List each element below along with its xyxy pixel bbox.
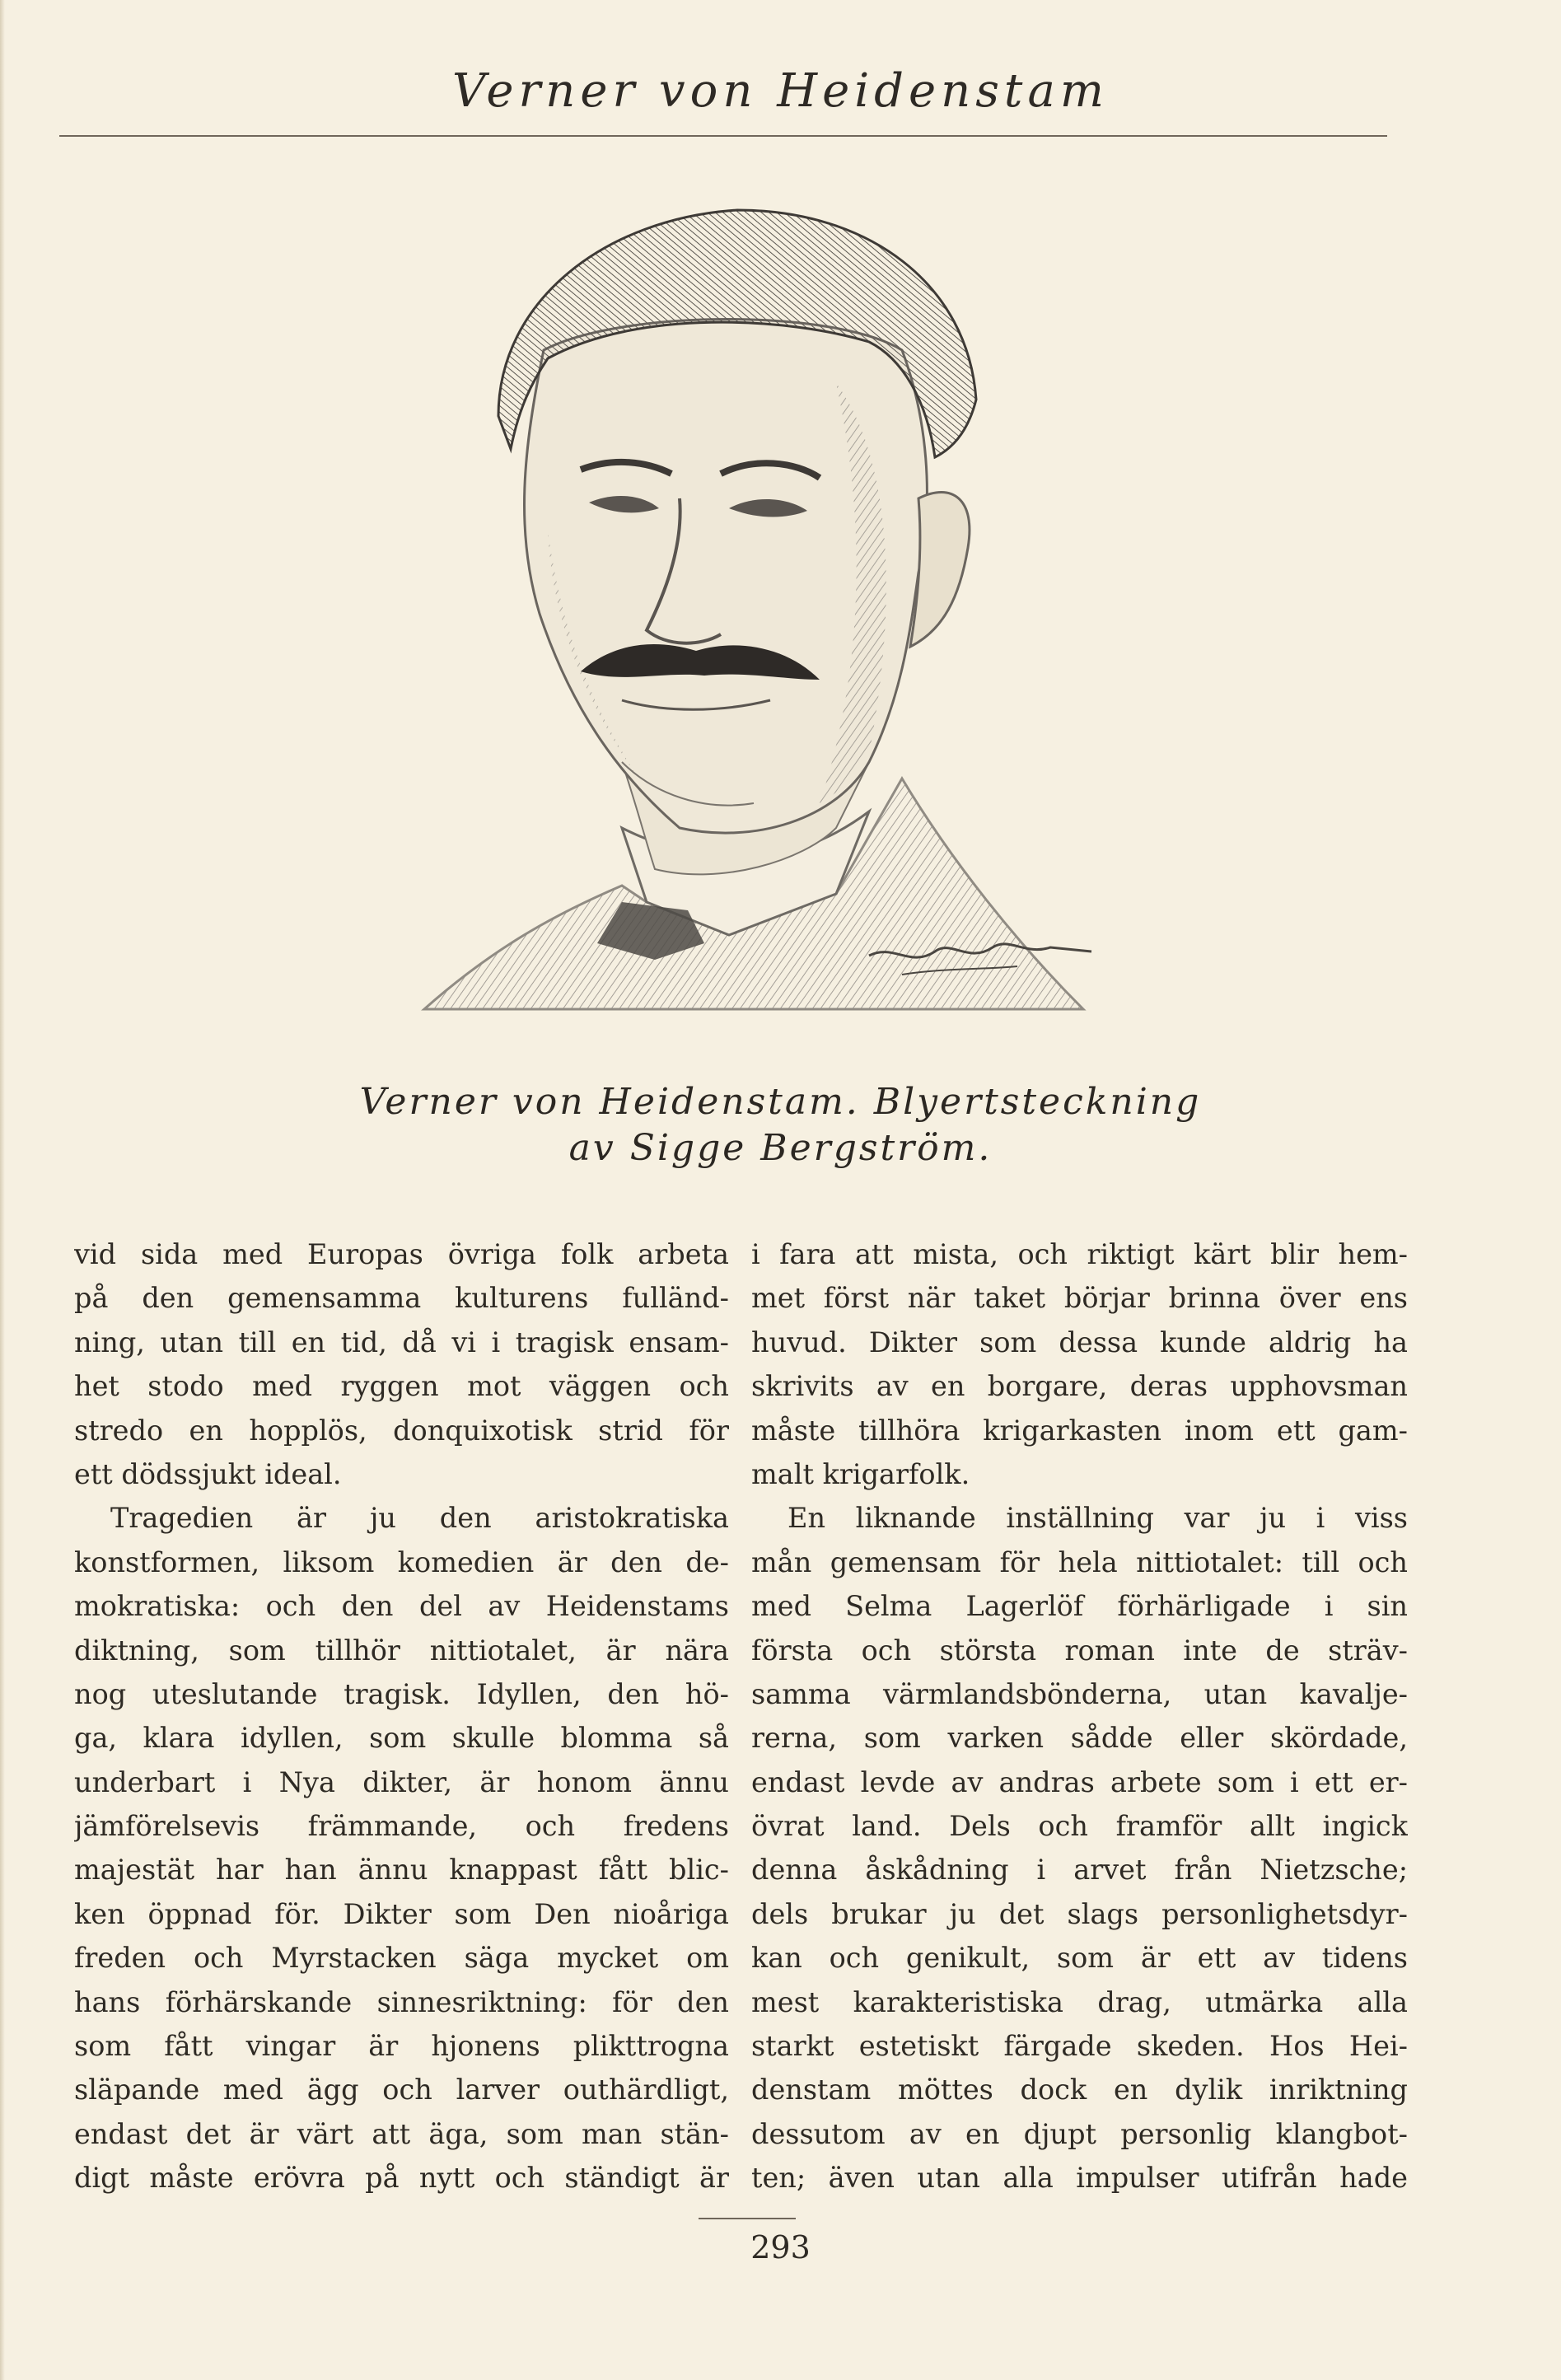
text-line: malt krigarfolk.: [751, 1457, 970, 1490]
running-head: Verner von Heidenstam: [452, 64, 1109, 118]
text-line: ga, klara idyllen, som skulle blomma så: [74, 1722, 729, 1755]
text-line: freden och Myrstacken säga mycket om: [74, 1942, 729, 1975]
text-line: stredo en hopplös, donquixotisk strid för: [74, 1414, 729, 1447]
text-line: huvud. Dikter som dessa kunde aldrig ha: [751, 1326, 1408, 1358]
text-line: vid sida med Europas övriga folk arbeta: [74, 1238, 729, 1270]
figure-caption: [0, 1079, 1561, 1171]
text-line: mest karakteristiska drag, utmärka alla: [751, 1985, 1408, 2018]
text-line: i fara att mista, och riktigt kärt blir hem-: [751, 1238, 1408, 1270]
text-line: hans förhärskande sinnesriktning: för den: [74, 1985, 729, 2018]
page-number-rule: [699, 2218, 796, 2219]
text-line: ken öppnad för. Dikter som Den nioåriga: [74, 1897, 729, 1930]
text-line: underbart i Nya dikter, är honom ännu: [74, 1765, 729, 1798]
text-line: rerna, som varken sådde eller skördade,: [751, 1722, 1408, 1755]
text-line: mokratiska: och den del av Heidenstams: [74, 1590, 729, 1623]
text-line: majestät har han ännu knappast fått blic-: [74, 1854, 729, 1887]
portrait-drawing: [375, 185, 1116, 1083]
page-edge: [0, 0, 5, 2380]
text-line: dels brukar ju det slags personlighetsdyr-: [751, 1897, 1408, 1930]
text-column-left: [74, 1232, 729, 2200]
caption-line-1: Verner von Heidenstam. Blyertsteckning: [359, 1081, 1202, 1123]
text-line: övrat land. Dels och framför allt ingick: [751, 1810, 1408, 1843]
text-line: Tragedien är ju den aristokratiska: [110, 1502, 729, 1535]
text-line: En liknande inställning var ju i viss: [788, 1502, 1408, 1535]
text-line: denstam möttes dock en dylik inriktning: [751, 2074, 1408, 2106]
text-line: skrivits av en borgare, deras upphovsman: [751, 1370, 1408, 1403]
text-column-right: [751, 1232, 1408, 2200]
text-line: släpande med ägg och larver outhärdligt,: [74, 2074, 729, 2106]
text-line: nog uteslutande tragisk. Idyllen, den hö-: [74, 1677, 729, 1710]
text-line: digt måste erövra på nytt och ständigt är: [74, 2162, 729, 2195]
text-line: samma värmlandsbönderna, utan kavalje-: [751, 1677, 1408, 1710]
page-number: 293: [750, 2229, 811, 2265]
header-rule: [59, 135, 1387, 137]
text-line: starkt estetiskt färgade skeden. Hos Hei-: [751, 2030, 1408, 2063]
text-line: mån gemensam för hela nittiotalet: till och: [751, 1545, 1408, 1578]
text-line: som fått vingar är hjonens plikttrogna: [74, 2030, 729, 2063]
text-line: första och största roman inte de sträv-: [751, 1634, 1408, 1667]
text-line: måste tillhöra krigarkasten inom ett gam-: [751, 1414, 1408, 1447]
text-line: konstformen, liksom komedien är den de-: [74, 1545, 729, 1578]
text-line: ten; även utan alla impulser utifrån hade: [751, 2162, 1408, 2195]
text-line: med Selma Lagerlöf förhärligade i sin: [751, 1590, 1408, 1623]
text-line: på den gemensamma kulturens fulländ-: [74, 1282, 729, 1315]
text-line: endast levde av andras arbete som i ett er-: [751, 1765, 1408, 1798]
text-line: kan och genikult, som är ett av tidens: [751, 1942, 1408, 1975]
text-line: jämförelsevis främmande, och fredens: [74, 1810, 729, 1843]
text-line: denna åskådning i arvet från Nietzsche;: [751, 1854, 1408, 1887]
caption-line-2: av Sigge Bergström.: [568, 1127, 993, 1169]
text-line: ett dödssjukt ideal.: [74, 1457, 342, 1490]
text-line: met först när taket börjar brinna över ens: [751, 1282, 1408, 1315]
ear-shape: [910, 493, 970, 648]
text-line: ning, utan till en tid, då vi i tragisk ensam-: [74, 1326, 729, 1358]
text-line: diktning, som tillhör nittiotalet, är nära: [74, 1634, 729, 1667]
text-line: endast det är värt att äga, som man stän-: [74, 2117, 729, 2150]
text-line: het stodo med ryggen mot väggen och: [74, 1370, 729, 1403]
text-line: dessutom av en djupt personlig klangbot-: [751, 2117, 1408, 2150]
